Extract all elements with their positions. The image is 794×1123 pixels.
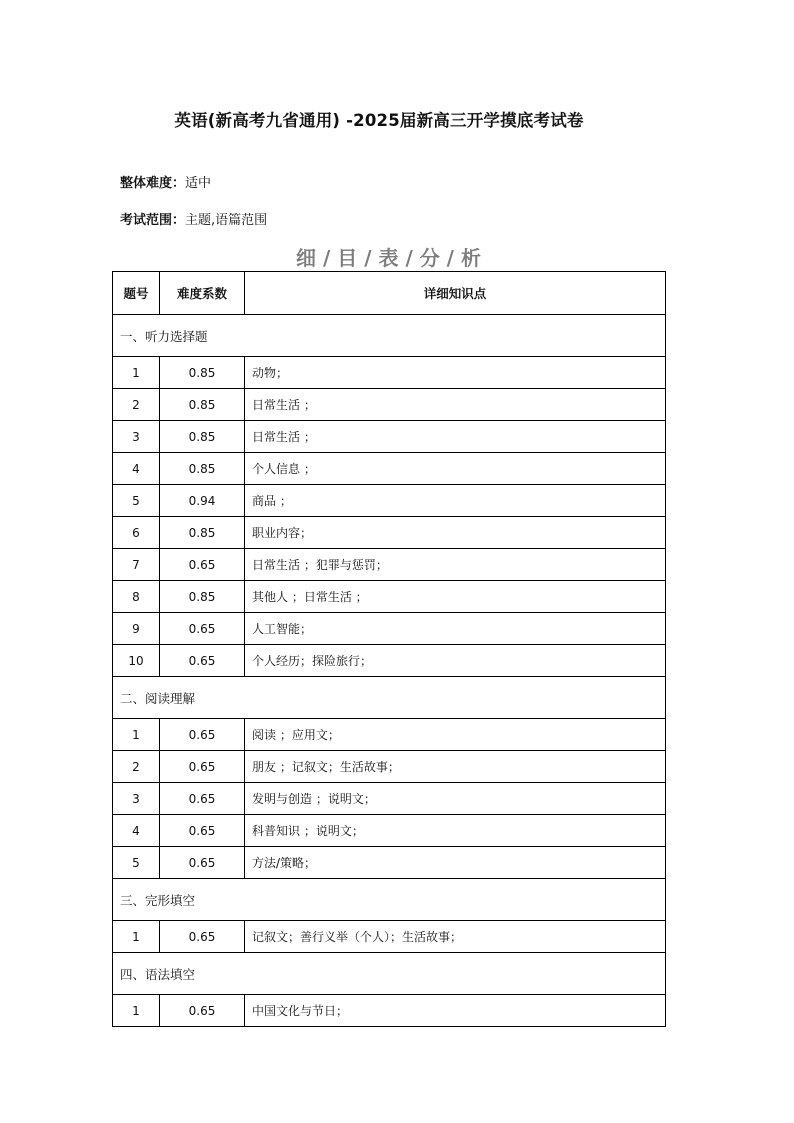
table-row: [113, 783, 666, 815]
header-difficulty: 难度系数: [160, 272, 245, 315]
difficulty-cell: 0.65: [160, 613, 245, 645]
knowledge-points-cell: 朋友 ；记叙文；生活故事；: [245, 751, 666, 783]
difficulty-cell: 0.85: [160, 453, 245, 485]
question-number-cell: 6: [113, 517, 160, 549]
question-number-cell: 2: [113, 751, 160, 783]
table-row: [113, 995, 666, 1027]
table-row: [113, 389, 666, 421]
table-row: [113, 921, 666, 953]
section-title: 三、完形填空: [113, 879, 666, 921]
knowledge-points-cell: 个人信息 ；: [245, 453, 666, 485]
scope-value: 主题,语篇范围: [185, 213, 268, 228]
section-title: 二、阅读理解: [113, 677, 666, 719]
difficulty-cell: 0.85: [160, 357, 245, 389]
knowledge-points-cell: 职业内容；: [245, 517, 666, 549]
difficulty-cell: 0.65: [160, 847, 245, 879]
section-row: [113, 879, 666, 921]
question-number-cell: 4: [113, 453, 160, 485]
knowledge-points-cell: 记叙文；善行义举（个人）；生活故事；: [245, 921, 666, 953]
section-subtitle: 细 / 目 / 表 / 分 / 析: [296, 246, 481, 270]
table-row: [113, 581, 666, 613]
knowledge-points-cell: 科普知识 ；说明文；: [245, 815, 666, 847]
difficulty-cell: 0.85: [160, 389, 245, 421]
question-number-cell: 9: [113, 613, 160, 645]
question-number-cell: 2: [113, 389, 160, 421]
table-row: [113, 485, 666, 517]
scope-line: [120, 209, 267, 228]
difficulty-cell: 0.85: [160, 517, 245, 549]
section-title: 一、听力选择题: [113, 315, 666, 357]
page-title: 英语(新高考九省通用) -2025届新高三开学摸底考试卷: [174, 111, 584, 130]
knowledge-points-cell: 方法/策略；: [245, 847, 666, 879]
header-question-number: 题号: [113, 272, 160, 315]
difficulty-cell: 0.65: [160, 719, 245, 751]
table-row: [113, 645, 666, 677]
difficulty-cell: 0.65: [160, 995, 245, 1027]
knowledge-points-cell: 日常生活 ；犯罪与惩罚；: [245, 549, 666, 581]
header-knowledge-points: 详细知识点: [245, 272, 666, 315]
difficulty-line: [120, 172, 211, 191]
question-number-cell: 5: [113, 485, 160, 517]
knowledge-points-cell: 其他人 ；日常生活 ；: [245, 581, 666, 613]
table-row: [113, 847, 666, 879]
question-number-cell: 1: [113, 719, 160, 751]
table-row: [113, 421, 666, 453]
scope-label: 考试范围：: [120, 213, 186, 228]
knowledge-points-cell: 日常生活 ；: [245, 389, 666, 421]
question-number-cell: 5: [113, 847, 160, 879]
question-number-cell: 4: [113, 815, 160, 847]
analysis-table: [112, 271, 666, 1027]
question-number-cell: 1: [113, 995, 160, 1027]
knowledge-points-cell: 商品 ；: [245, 485, 666, 517]
knowledge-points-cell: 人工智能；: [245, 613, 666, 645]
difficulty-cell: 0.65: [160, 751, 245, 783]
difficulty-cell: 0.85: [160, 581, 245, 613]
difficulty-cell: 0.85: [160, 421, 245, 453]
question-number-cell: 3: [113, 783, 160, 815]
section-row: [113, 677, 666, 719]
knowledge-points-cell: 发明与创造 ；说明文；: [245, 783, 666, 815]
question-number-cell: 10: [113, 645, 160, 677]
table-row: [113, 751, 666, 783]
table-row: [113, 357, 666, 389]
difficulty-label: 整体难度：: [120, 176, 186, 191]
question-number-cell: 3: [113, 421, 160, 453]
knowledge-points-cell: 日常生活 ；: [245, 421, 666, 453]
table-row: [113, 719, 666, 751]
difficulty-cell: 0.65: [160, 645, 245, 677]
difficulty-cell: 0.65: [160, 549, 245, 581]
difficulty-cell: 0.65: [160, 921, 245, 953]
question-number-cell: 7: [113, 549, 160, 581]
difficulty-cell: 0.94: [160, 485, 245, 517]
question-number-cell: 1: [113, 921, 160, 953]
knowledge-points-cell: 个人经历；探险旅行；: [245, 645, 666, 677]
difficulty-value: 适中: [185, 176, 212, 191]
section-title: 四、语法填空: [113, 953, 666, 995]
difficulty-cell: 0.65: [160, 783, 245, 815]
table-row: [113, 549, 666, 581]
question-number-cell: 8: [113, 581, 160, 613]
question-number-cell: 1: [113, 357, 160, 389]
table-row: [113, 517, 666, 549]
table-header-row: [113, 272, 666, 315]
knowledge-points-cell: 动物；: [245, 357, 666, 389]
table-row: [113, 453, 666, 485]
difficulty-cell: 0.65: [160, 815, 245, 847]
section-row: [113, 953, 666, 995]
knowledge-points-cell: 阅读 ；应用文；: [245, 719, 666, 751]
section-row: [113, 315, 666, 357]
knowledge-points-cell: 中国文化与节日；: [245, 995, 666, 1027]
table-row: [113, 815, 666, 847]
table-row: [113, 613, 666, 645]
